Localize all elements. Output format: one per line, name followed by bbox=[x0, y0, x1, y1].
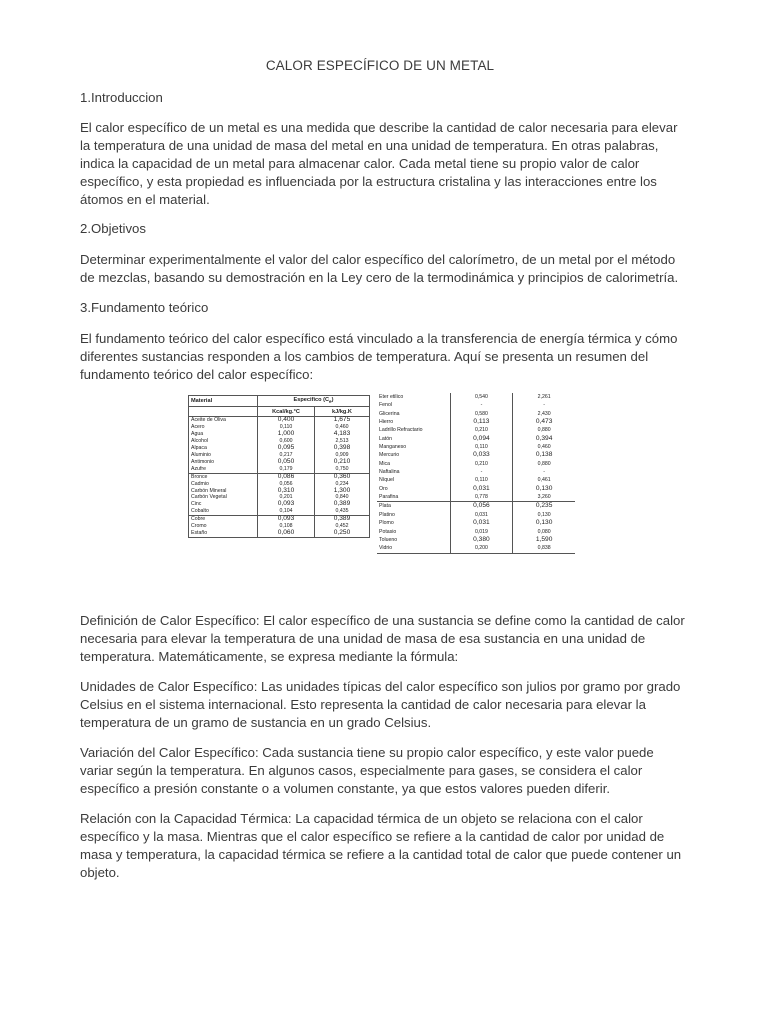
table-cell-kcal: 0,056 bbox=[450, 502, 513, 511]
table-cell-kcal: 0,031 bbox=[450, 511, 513, 519]
table-row bbox=[377, 426, 575, 434]
table-cell-kcal: 0,310 bbox=[258, 488, 315, 495]
table-cell-kcal: 0,200 bbox=[450, 544, 513, 553]
table-cell-kcal: 0,094 bbox=[450, 435, 513, 443]
table-cell-name: Aceite de Oliva bbox=[189, 417, 258, 424]
table-cell-kcal: 0,095 bbox=[258, 445, 315, 452]
table-header-kcal: Kcal/kg.°C bbox=[258, 407, 315, 417]
table-row bbox=[189, 516, 370, 523]
table-cell-kcal: 0,060 bbox=[258, 530, 315, 537]
table-cell-kcal: 0,110 bbox=[450, 476, 513, 484]
table-cell-kcal: 0,050 bbox=[258, 459, 315, 466]
table-cell-name: Carbón Mineral bbox=[189, 488, 258, 495]
table-cell-kcal: 0,093 bbox=[258, 501, 315, 508]
table-cell-kj: 0,360 bbox=[315, 473, 370, 480]
table-cell-kcal: 0,380 bbox=[450, 536, 513, 544]
table-row bbox=[189, 459, 370, 466]
table-row bbox=[189, 501, 370, 508]
table-row bbox=[377, 410, 575, 418]
table-cell-kcal: 0,108 bbox=[258, 523, 315, 530]
table-cell-kj: 0,130 bbox=[537, 511, 551, 518]
specific-heat-table-left bbox=[188, 395, 370, 538]
table-row bbox=[377, 393, 575, 401]
table-header-specific-sub: e bbox=[328, 399, 332, 405]
table-row bbox=[377, 511, 575, 519]
table-cell-kcal: 0,086 bbox=[258, 473, 315, 480]
table-header-material: Material bbox=[189, 396, 258, 407]
table-cell-kcal: 0,033 bbox=[450, 451, 513, 459]
table-cell-kj: 0,880 bbox=[537, 427, 551, 434]
document-title: CALOR ESPECÍFICO DE UN METAL bbox=[265, 58, 495, 73]
table-row bbox=[377, 418, 575, 426]
definition-paragraph: Definición de Calor Específico: El calor específico de una sustancia se define como la cantidad de calor necesaria para elevar la temperatura de una unidad de masa de esa sustancia en una unidad de temperatura. Matemáticamente, se expresa mediante la fórmula: bbox=[80, 613, 685, 664]
table-header-specific bbox=[258, 396, 370, 407]
table-cell-kj: - bbox=[543, 469, 545, 476]
table-cell-kcal: 0,600 bbox=[258, 438, 315, 445]
table-row bbox=[377, 451, 575, 459]
table-cell-name: Platino bbox=[377, 511, 450, 519]
table-cell-name: Vidrio bbox=[377, 544, 450, 553]
table-cell-name: Potasio bbox=[377, 528, 450, 536]
table-cell-kcal: 0,104 bbox=[258, 508, 315, 515]
table-cell-kcal: 0,400 bbox=[258, 417, 315, 424]
table-row bbox=[189, 530, 370, 537]
table-cell-kj: 1,590 bbox=[535, 535, 553, 543]
table-cell-kj: 0,909 bbox=[335, 451, 349, 458]
table-cell-kcal: 0,113 bbox=[450, 418, 513, 426]
table-row bbox=[377, 544, 575, 553]
table-header-blank bbox=[189, 407, 258, 417]
intro-heading: 1.Introduccion bbox=[80, 90, 163, 105]
table-cell-name: Tolueno bbox=[377, 536, 450, 544]
table-cell-kj: 0,130 bbox=[535, 519, 553, 527]
theory-heading: 3.Fundamento teórico bbox=[80, 300, 209, 315]
table-cell-kj: 0,389 bbox=[315, 516, 370, 523]
table-cell-kcal: 0,778 bbox=[450, 493, 513, 502]
table-cell-name: Cobre bbox=[189, 516, 258, 523]
table-cell-kcal: 0,056 bbox=[258, 481, 315, 488]
table-cell-kj: 0,880 bbox=[537, 460, 551, 467]
table-row bbox=[377, 493, 575, 502]
table-cell-kj: 0,838 bbox=[537, 545, 551, 552]
table-cell-kj: 4,183 bbox=[333, 429, 351, 437]
table-cell-kj: 0,460 bbox=[335, 423, 349, 430]
table-cell-name: Ladrillo Refractario bbox=[377, 426, 450, 434]
table-cell-kj: 1,675 bbox=[333, 416, 351, 423]
table-cell-name: Carbón Vegetal bbox=[189, 494, 258, 501]
table-row bbox=[377, 476, 575, 484]
table-right-body bbox=[377, 393, 575, 553]
table-header-kj: kJ/kg.K bbox=[315, 407, 370, 417]
table-row bbox=[189, 431, 370, 438]
table-cell-name: Plata bbox=[377, 502, 450, 511]
table-cell-name: Naftalina bbox=[377, 468, 450, 476]
table-cell-kj: 0,452 bbox=[335, 523, 349, 530]
table-cell-name: Oro bbox=[377, 485, 450, 493]
table-row bbox=[189, 488, 370, 495]
table-cell-kj: 3,260 bbox=[537, 494, 551, 501]
table-cell-kcal: - bbox=[450, 401, 513, 409]
table-cell-kcal: 0,210 bbox=[450, 460, 513, 468]
table-cell-kj: 0,435 bbox=[335, 508, 349, 515]
table-cell-name: Bronce bbox=[189, 473, 258, 480]
objectives-heading: 2.Objetivos bbox=[80, 221, 146, 236]
table-cell-kj: 0,394 bbox=[535, 434, 553, 442]
variation-paragraph: Variación del Calor Específico: Cada sustancia tiene su propio calor específico, y este valor puede variar según la temperatura. En algunos casos, especialmente para gases, se considera el calor específico a presión constante o a volumen constante, ya que estos valores pueden diferir. bbox=[80, 745, 654, 796]
table-cell-kcal: 0,110 bbox=[258, 424, 315, 431]
table-cell-name: Manganeso bbox=[377, 443, 450, 451]
table-row bbox=[377, 536, 575, 544]
table-cell-name: Estaño bbox=[189, 530, 258, 537]
table-cell-kj: 0,235 bbox=[513, 502, 575, 511]
table-cell-kcal: 0,540 bbox=[450, 393, 513, 401]
table-cell-kcal: 0,580 bbox=[450, 410, 513, 418]
table-row bbox=[377, 460, 575, 468]
table-cell-name: Mercurio bbox=[377, 451, 450, 459]
table-row bbox=[189, 445, 370, 452]
table-row bbox=[377, 401, 575, 409]
table-cell-kj: 1,300 bbox=[333, 486, 351, 494]
table-cell-name: Parafina bbox=[377, 493, 450, 502]
table-cell-kcal: 0,031 bbox=[450, 485, 513, 493]
table-left-body bbox=[189, 417, 370, 538]
table-cell-name: Níquel bbox=[377, 476, 450, 484]
table-cell-name: Aluminio bbox=[189, 452, 258, 459]
table-cell-kj: 0,210 bbox=[333, 457, 351, 465]
table-cell-kj: 0,080 bbox=[537, 528, 551, 535]
relation-paragraph: Relación con la Capacidad Térmica: La capacidad térmica de un objeto se relaciona con el calor específico y la masa. Mientras que el calor específico se refiere a la cantidad de calor por unidad de masa y temperatura, la capacidad térmica se refiere a la cantidad total de calor que puede contener un objeto. bbox=[80, 811, 682, 880]
table-cell-kcal: 0,031 bbox=[450, 519, 513, 527]
table-cell-name: Cromo bbox=[189, 523, 258, 530]
table-cell-kcal: 1,000 bbox=[258, 431, 315, 438]
specific-heat-table-right bbox=[377, 393, 575, 554]
table-cell-name: Mica bbox=[377, 460, 450, 468]
theory-paragraph: El fundamento teórico del calor específico está vinculado a la transferencia de energía térmica y cómo diferentes sustancias responden a los cambios de temperatura. Aquí se presenta un resumen del fundamento teórico del calor específico: bbox=[80, 331, 678, 382]
table-cell-kj: 0,750 bbox=[335, 465, 349, 472]
table-cell-name: Plomo bbox=[377, 519, 450, 527]
table-cell-name: Fenol bbox=[377, 401, 450, 409]
table-cell-kj: 0,138 bbox=[535, 451, 553, 459]
table-cell-name: Azufre bbox=[189, 466, 258, 473]
table-cell-kj: 0,473 bbox=[535, 418, 553, 426]
table-cell-name: Latón bbox=[377, 435, 450, 443]
table-cell-kj: 0,398 bbox=[333, 443, 351, 451]
table-cell-kcal: 0,179 bbox=[258, 466, 315, 473]
table-cell-kj: 2,430 bbox=[537, 410, 551, 417]
table-row bbox=[189, 417, 370, 424]
table-header-specific-close: ) bbox=[331, 397, 334, 404]
table-cell-kj: 2,261 bbox=[537, 394, 551, 400]
table-row bbox=[377, 435, 575, 443]
table-cell-kcal: 0,110 bbox=[450, 443, 513, 451]
table-row bbox=[377, 443, 575, 451]
table-cell-name: Antimonio bbox=[189, 459, 258, 466]
table-row bbox=[377, 468, 575, 476]
table-row bbox=[377, 502, 575, 511]
table-cell-name: Cinc bbox=[189, 501, 258, 508]
table-cell-name: Alcohol bbox=[189, 438, 258, 445]
table-cell-name: Cobalto bbox=[189, 508, 258, 515]
table-row bbox=[189, 473, 370, 480]
table-cell-kj: 0,234 bbox=[335, 480, 349, 487]
table-cell-kcal: 0,210 bbox=[450, 426, 513, 434]
table-row bbox=[377, 519, 575, 527]
table-cell-kcal: - bbox=[450, 468, 513, 476]
table-cell-name: Alpaca bbox=[189, 445, 258, 452]
objectives-paragraph: Determinar experimentalmente el valor del calor específico del calorímetro, de un metal por el método de mezclas, basando su demostración en la Ley cero de la termodinámica y principios de calorimetría. bbox=[80, 252, 679, 285]
table-cell-kcal: 0,093 bbox=[258, 516, 315, 523]
units-paragraph: Unidades de Calor Específico: Las unidades típicas del calor específico son julios por gramo por grado Celsius en el sistema internacional. Esto representa la cantidad de calor necesaria para elevar la temperatura de un gramo de sustancia en un grado Celsius. bbox=[80, 679, 681, 730]
table-cell-kj: 0,389 bbox=[333, 500, 351, 508]
table-cell-kj: 0,461 bbox=[537, 477, 551, 484]
table-cell-kcal: 0,019 bbox=[450, 528, 513, 536]
table-cell-kj: 0,460 bbox=[537, 444, 551, 451]
table-cell-name: Eter etilico bbox=[377, 393, 450, 401]
table-cell-kj: 2,513 bbox=[335, 437, 349, 444]
table-cell-name: Cadmio bbox=[189, 481, 258, 488]
table-cell-name: Glicerina bbox=[377, 410, 450, 418]
table-cell-kj: 0,840 bbox=[335, 494, 349, 501]
table-cell-name: Agua bbox=[189, 431, 258, 438]
table-cell-kcal: 0,217 bbox=[258, 452, 315, 459]
table-cell-name: Hierro bbox=[377, 418, 450, 426]
table-cell-kj: 0,130 bbox=[535, 484, 553, 492]
table-header-specific-label: Especifico (C bbox=[293, 397, 329, 404]
table-row bbox=[377, 485, 575, 493]
intro-paragraph: El calor específico de un metal es una medida que describe la cantidad de calor necesaria para elevar la temperatura de una unidad de masa del metal en una unidad de temperatura. En otras palabras, indica la capacidad de un metal para almacenar calor. Cada metal tiene su propio valor de calor específico, y esta propiedad es influenciada por la estructura cristalina y las interacciones entre los átomos en el material. bbox=[80, 120, 678, 207]
table-cell-kj: 0,250 bbox=[333, 529, 351, 537]
table-row bbox=[189, 466, 370, 473]
table-cell-name: Acero bbox=[189, 424, 258, 431]
table-cell-kj: - bbox=[543, 402, 545, 409]
table-row bbox=[377, 528, 575, 536]
table-cell-kcal: 0,201 bbox=[258, 494, 315, 501]
